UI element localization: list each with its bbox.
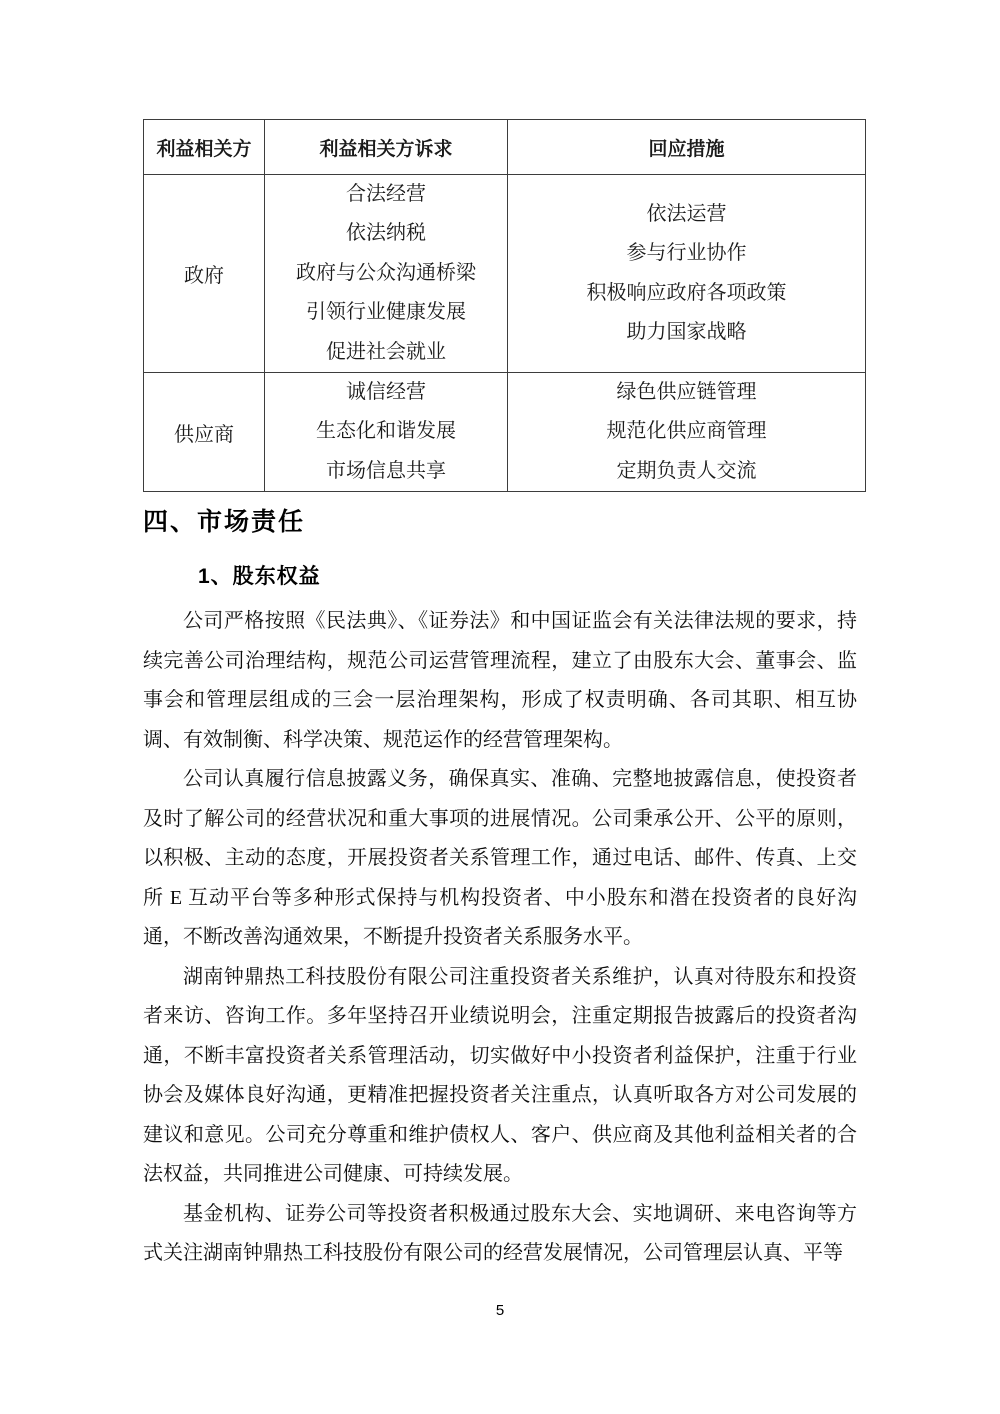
page-content — [143, 119, 865, 1274]
demand-item: 依法纳税 — [346, 222, 426, 245]
demand-item: 市场信息共享 — [326, 459, 446, 482]
demand-item: 促进社会就业 — [326, 340, 446, 363]
response-item: 助力国家战略 — [626, 320, 747, 343]
demand-item: 合法经营 — [346, 183, 426, 205]
response-item: 参与行业协作 — [626, 242, 747, 265]
stakeholder-cell: 政府 — [144, 175, 265, 373]
table-row-supplier — [144, 373, 866, 492]
table-header-row — [144, 120, 866, 175]
table-row-government — [144, 175, 866, 373]
response-item: 规范化供应商管理 — [606, 420, 767, 443]
subsection-heading: 1、股东权益 — [198, 565, 321, 589]
stakeholder-table — [143, 119, 866, 492]
paragraph-fund-institutions: 基金机构、证券公司等投资者积极通过股东大会、实地调研、来电咨询等方式关注湖南钟鼎热工科技股份有限公司的经营发展情况，公司管理层认真、平等 — [143, 1202, 857, 1265]
demands-cell — [265, 373, 508, 492]
response-item: 依法运营 — [646, 202, 727, 225]
demand-item: 政府与公众沟通桥梁 — [296, 261, 476, 284]
demand-item: 生态化和谐发展 — [316, 420, 456, 443]
body-text — [143, 602, 857, 1274]
table-header-stakeholder: 利益相关方 — [144, 120, 265, 175]
demand-item: 引领行业健康发展 — [306, 301, 466, 324]
section-heading: 四、市场责任 — [143, 508, 306, 537]
page-number: 5 — [495, 1302, 505, 1319]
responses-cell — [508, 373, 866, 492]
stakeholder-cell: 供应商 — [144, 373, 265, 492]
demands-cell — [265, 175, 508, 373]
responses-cell — [508, 175, 866, 373]
response-item: 定期负责人交流 — [616, 459, 757, 482]
paragraph-investor-relations: 湖南钟鼎热工科技股份有限公司注重投资者关系维护，认真对待股东和投资者来访、咨询工作。多年坚持召开业绩说明会，注重定期报告披露后的投资者沟通，不断丰富投资者关系管理活动，切实做好中小投资者利益保护，注重于行业协会及媒体良好沟通，更精准把握投资者关注重点，认真听取各方对公司发展的建议和意见。公司充分尊重和维护债权人、客户、供应商及其他利益相关者的合法权益，共同推进公司健康、可持续发展。 — [143, 965, 857, 1186]
response-item: 积极响应政府各项政策 — [586, 281, 787, 304]
table-header-responses: 回应措施 — [508, 120, 866, 175]
demand-item: 诚信经营 — [346, 381, 426, 404]
paragraph-governance: 公司严格按照《民法典》、《证券法》和中国证监会有关法律法规的要求，持续完善公司治理结构，规范公司运营管理流程，建立了由股东大会、董事会、监事会和管理层组成的三会一层治理架构，形成了权责明确、各司其职、相互协调、有效制衡、科学决策、规范运作的经营管理架构。 — [143, 610, 857, 751]
paragraph-disclosure: 公司认真履行信息披露义务，确保真实、准确、完整地披露信息，使投资者及时了解公司的经营状况和重大事项的进展情况。公司秉承公开、公平的原则，以积极、主动的态度，开展投资者关系管理工作，通过电话、邮件、传真、上交所 E 互动平台等多种形式保持与机构投资者、中小股东和潜在投资者的良好沟通，不断改善沟通效果，不断提升投资者关系服务水平。 — [143, 768, 857, 949]
table-header-demands: 利益相关方诉求 — [265, 120, 508, 175]
response-item: 绿色供应链管理 — [616, 381, 757, 404]
